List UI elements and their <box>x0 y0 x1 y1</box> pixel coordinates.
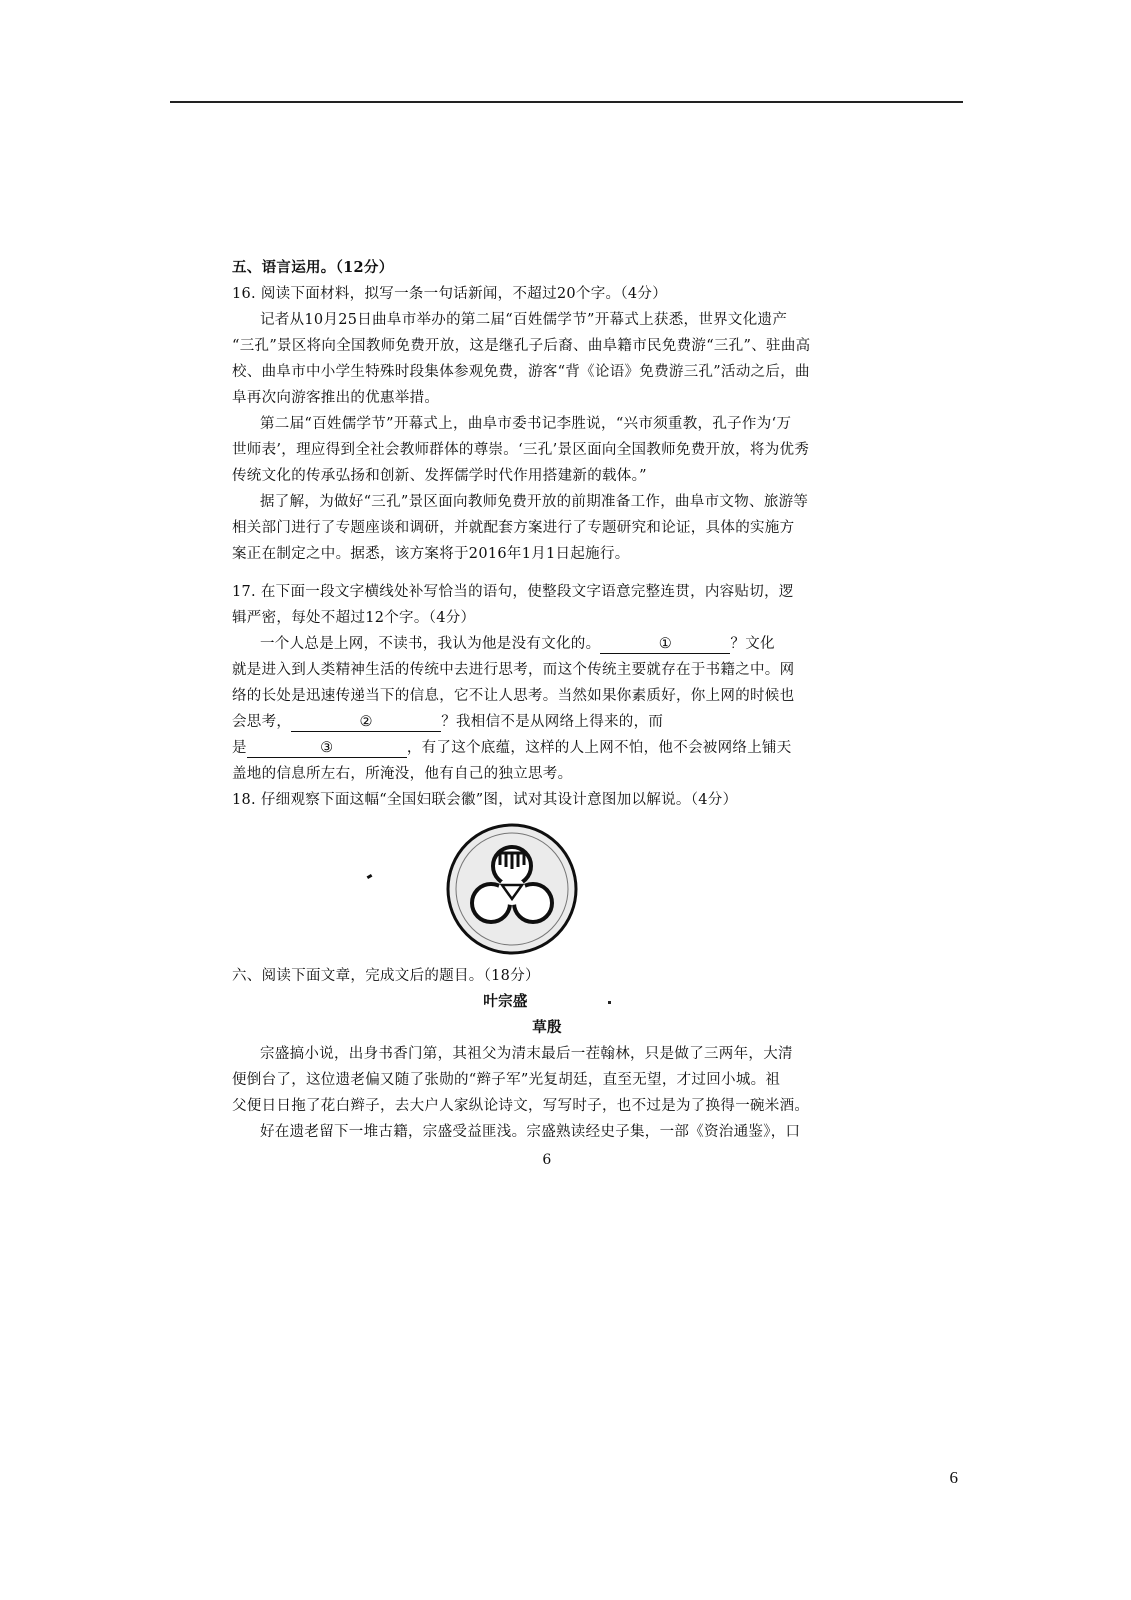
question-18-prompt: 18. 仔细观察下面这幅“全国妇联会徽”图，试对其设计意图加以解说。（4分） <box>232 792 738 808</box>
scanned-page-number: 6 <box>542 1152 552 1168</box>
article-line: 好在遗老留下一堆古籍，宗盛受益匪浅。宗盛熟读经史子集，一部《资治通鉴》，口 <box>260 1124 801 1140</box>
q16-material-line: 记者从10月25日曲阜市举办的第二届“百姓儒学节”开幕式上获悉，世界文化遗产 <box>260 312 788 328</box>
speck <box>608 1001 611 1004</box>
question-16-prompt: 16. 阅读下面材料，拟写一条一句话新闻，不超过20个字。（4分） <box>232 286 667 302</box>
q17-passage-line: 会思考， ② ？我相信不是从网络上得来的，而 <box>232 714 664 730</box>
q16-material-line: 相关部门进行了专题座谈和调研，并就配套方案进行了专题研究和论证，具体的实施方 <box>232 520 795 536</box>
q17-passage-line: 盖地的信息所左右，所淹没，他有自己的独立思考。 <box>232 766 573 782</box>
article-author: 叶宗盛 <box>232 989 862 1015</box>
scanned-exam-page <box>232 255 862 1255</box>
q17-passage-line: 就是进入到人类精神生活的传统中去进行思考，而这个传统主要就存在于书籍之中。网 <box>232 662 795 678</box>
q17-passage-line: 一个人总是上网，不读书，我认为他是没有文化的。 ① ？文化 <box>260 636 775 652</box>
section-6-title: 六、阅读下面文章，完成文后的题目。（18分） <box>232 968 540 984</box>
page-number: 6 <box>949 1468 958 1487</box>
q16-material-line: 据了解，为做好“三孔”景区面向教师免费开放的前期准备工作，曲阜市文物、旅游等 <box>260 494 809 510</box>
womens-federation-emblem-icon <box>442 819 582 959</box>
question-17-prompt: 17. 在下面一段文字横线处补写恰当的语句，使整段文字语意完整连贯，内容贴切，逻 <box>232 584 794 600</box>
womens-federation-emblem-area <box>232 813 862 963</box>
q16-material-line: 传统文化的传承弘扬和创新、发挥儒学时代作用搭建新的载体。” <box>232 468 647 484</box>
section-5-title: 五、语言运用。（12分） <box>232 259 394 276</box>
article-line: 便倒台了，这位遗老偏又随了张勋的“辫子军”光复胡廷，直至无望，才过回小城。祖 <box>232 1072 781 1088</box>
q16-material-line: 阜再次向游客推出的优惠举措。 <box>232 390 440 406</box>
article-title: 草殷 <box>532 1019 562 1036</box>
answer-blank-2[interactable]: ② <box>291 713 441 732</box>
top-rule <box>170 101 963 103</box>
article-line: 宗盛搞小说，出身书香门第，其祖父为清末最后一茬翰林，只是做了三两年，大清 <box>260 1046 793 1062</box>
q17-passage-line: 是 ③ ，有了这个底蕴，这样的人上网不怕，他不会被网络上铺天 <box>232 740 792 756</box>
q16-material-line: 第二届“百姓儒学节”开幕式上，曲阜市委书记李胜说，“兴市须重教，孔子作为‘万 <box>260 416 792 432</box>
q17-passage-line: 络的长处是迅速传递当下的信息，它不让人思考。当然如果你素质好，你上网的时候也 <box>232 688 795 704</box>
q16-material-line: 校、曲阜市中小学生特殊时段集体参观免费，游客“背《论语》免费游三孔”活动之后，曲 <box>232 364 810 380</box>
article-line: 父便日日拖了花白辫子，去大户人家纵论诗文，写写时子，也不过是为了换得一碗米酒。 <box>232 1098 810 1114</box>
speck <box>367 874 373 879</box>
question-17-prompt-cont: 辑严密，每处不超过12个字。（4分） <box>232 610 476 626</box>
answer-blank-1[interactable]: ① <box>600 635 730 654</box>
answer-blank-3[interactable]: ③ <box>247 739 407 758</box>
q16-material-line: “三孔”景区将向全国教师免费开放，这是继孔子后裔、曲阜籍市民免费游“三孔”、驻曲高 <box>232 338 811 354</box>
q16-material-line: 世师表’，理应得到全社会教师群体的尊崇。‘三孔’景区面向全国教师免费开放，将为优秀 <box>232 442 810 458</box>
q16-material-line: 案正在制定之中。据悉，该方案将于2016年1月1日起施行。 <box>232 546 630 562</box>
